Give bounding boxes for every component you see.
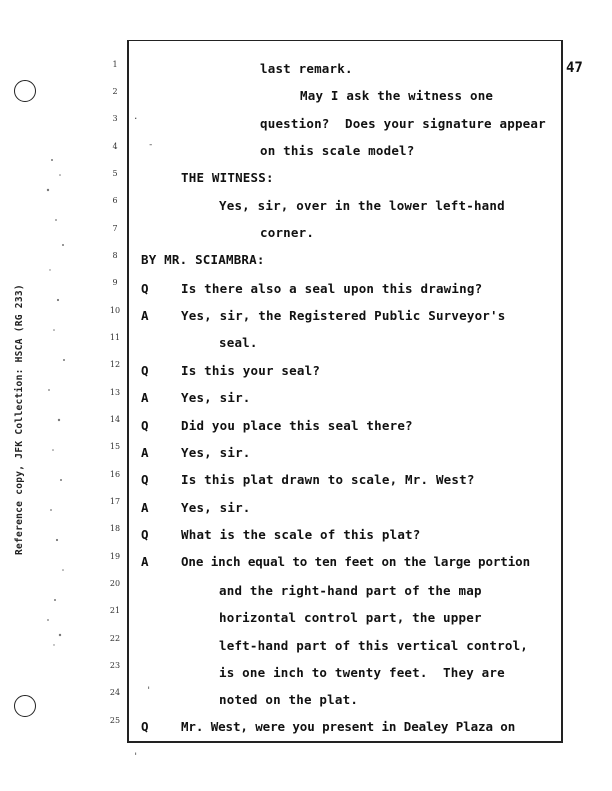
transcript-line: is one inch to twenty feet. They are (219, 665, 505, 680)
line-number: 9 (112, 278, 118, 287)
line-number: 22 (109, 634, 121, 643)
line-number: 1 (112, 60, 118, 69)
transcript-line: Mr. West, were you present in Dealey Plaza on (181, 719, 516, 734)
speaker-label: Q (141, 527, 149, 542)
line-number: 14 (109, 415, 121, 424)
transcript-line: BY MR. SCIAMBRA: (141, 252, 265, 267)
line-number: 13 (109, 388, 121, 397)
archive-stamp: Reference copy, JFK Collection: HSCA (RG 233) (14, 284, 25, 555)
transcript-line: noted on the plat. (219, 692, 359, 707)
speaker-label: A (141, 554, 149, 569)
punch-hole-bottom (14, 695, 36, 717)
transcript-line: Yes, sir. (181, 445, 251, 460)
transcript-line: Is there also a seal upon this drawing? (181, 281, 483, 296)
line-number: 6 (112, 196, 118, 205)
speaker-label: Q (141, 418, 149, 433)
scan-noise (30, 150, 70, 650)
page-number: 47 (566, 60, 583, 76)
transcript-line: Yes, sir. (181, 390, 251, 405)
frame-left-border (127, 40, 129, 742)
line-number: 15 (109, 442, 121, 451)
line-number: 20 (109, 579, 121, 588)
line-number: 4 (112, 142, 118, 151)
speaker-label: A (141, 500, 149, 515)
line-number: 11 (109, 333, 121, 342)
transcript-line: Yes, sir. (181, 500, 251, 515)
line-number: 2 (112, 87, 118, 96)
transcript-line: What is the scale of this plat? (181, 527, 421, 542)
transcript-line: on this scale model? (260, 143, 415, 158)
speaker-label: Q (141, 363, 149, 378)
scan-mark: ' (146, 686, 152, 696)
line-number: 12 (109, 360, 121, 369)
punch-hole-top (14, 80, 36, 102)
line-number: 7 (112, 224, 118, 233)
line-number: 16 (109, 470, 121, 479)
line-number: 23 (109, 661, 121, 670)
transcript-line: Is this plat drawn to scale, Mr. West? (181, 472, 475, 487)
line-number: 3 (112, 114, 118, 123)
frame-right-border (561, 40, 563, 742)
transcript-line: Yes, sir, the Registered Public Surveyor's (181, 308, 506, 323)
transcript-line: horizontal control part, the upper (219, 610, 482, 625)
transcript-line: and the right-hand part of the map (219, 583, 482, 598)
speaker-label: Q (141, 719, 149, 734)
line-number: 24 (109, 688, 121, 697)
line-number: 18 (109, 524, 121, 533)
speaker-label: A (141, 445, 149, 460)
line-number: 21 (109, 606, 121, 615)
transcript-line: One inch equal to ten feet on the large portion (181, 554, 531, 569)
transcript-line: Did you place this seal there? (181, 418, 413, 433)
scan-mark: ' (133, 752, 139, 762)
speaker-label: Q (141, 472, 149, 487)
transcript-line: Is this your seal? (181, 363, 321, 378)
line-number: 25 (109, 716, 121, 725)
frame-top-border (127, 40, 562, 41)
scan-mark: . (133, 112, 139, 122)
speaker-label: A (141, 390, 149, 405)
line-number: 17 (109, 497, 121, 506)
speaker-label: A (141, 308, 149, 323)
transcript-line: seal. (219, 335, 258, 350)
transcript-line: May I ask the witness one (300, 88, 494, 103)
line-number: 19 (109, 552, 121, 561)
transcript-line: left-hand part of this vertical control, (219, 638, 529, 653)
transcript-line: corner. (260, 225, 315, 240)
transcript-line: last remark. (260, 61, 353, 76)
speaker-label: Q (141, 281, 149, 296)
transcript-line: Yes, sir, over in the lower left-hand (219, 198, 505, 213)
line-number: 8 (112, 251, 118, 260)
line-number: 10 (109, 306, 121, 315)
scan-mark: - (148, 140, 154, 150)
transcript-line: THE WITNESS: (181, 170, 274, 185)
transcript-line: question? Does your signature appear (260, 116, 546, 131)
frame-bottom-border (127, 741, 563, 743)
line-number: 5 (112, 169, 118, 178)
